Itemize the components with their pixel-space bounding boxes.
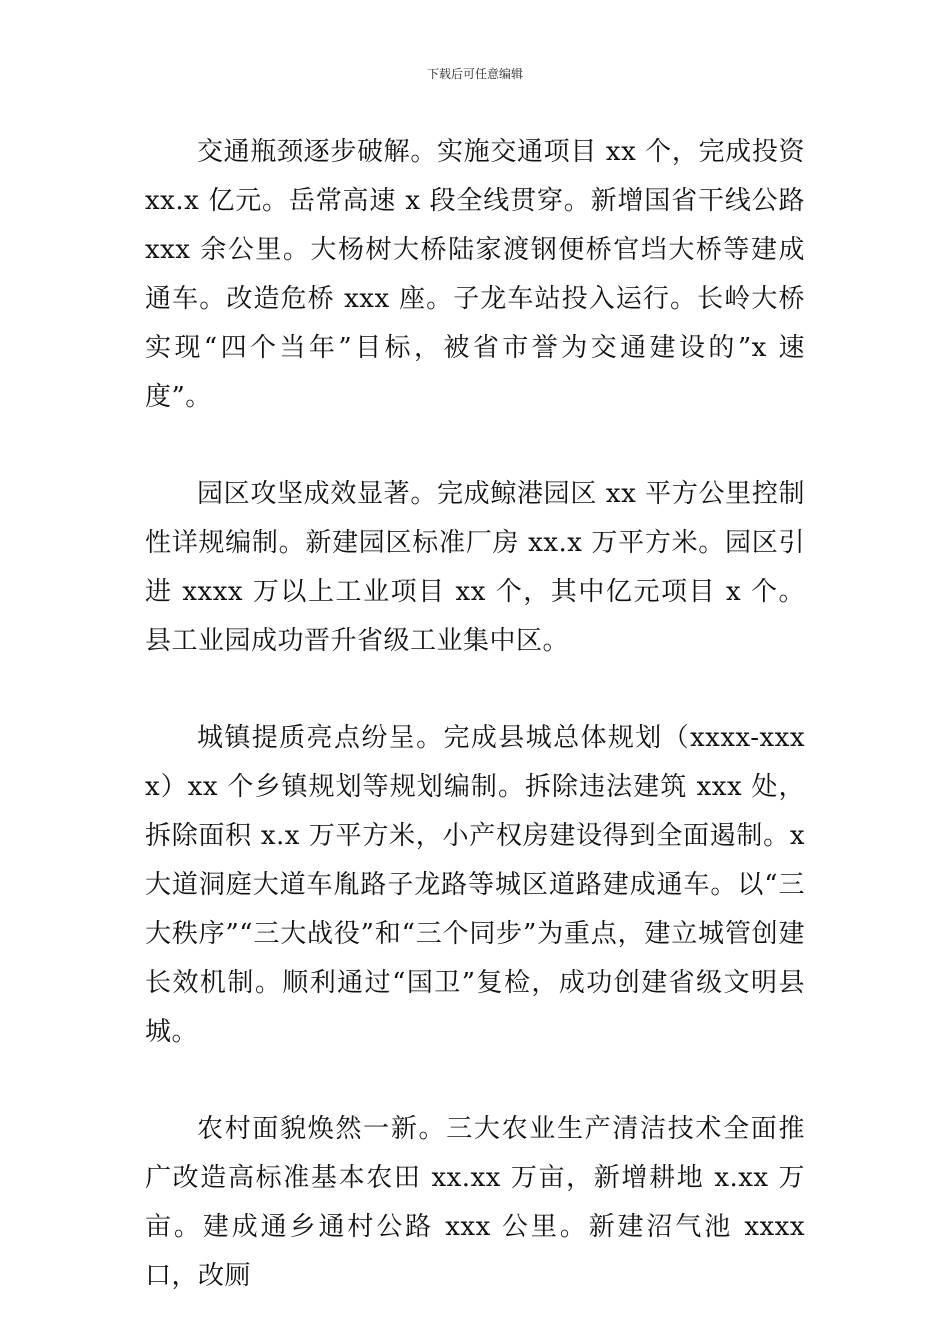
paragraph-industrial-park: 园区攻坚成效显著。完成鲸港园区 xx 平方公里控制性详规编制。新建园区标准厂房 xx.x 万平方米。园区引进 xxxx 万以上工业项目 xx 个，其中亿元项目 x 个。县工业园成功晋升省级工业集中区。 [145, 479, 805, 656]
document-body [145, 128, 805, 1301]
paragraph-transport: 交通瓶颈逐步破解。实施交通项目 xx 个，完成投资 xx.x 亿元。岳常高速 x 段全线贯穿。新增国省干线公路 xxx 余公里。大杨树大桥陆家渡钢便桥官垱大桥等建成通车。改造危桥 xxx 座。子龙车站投入运行。长岭大桥实现“四个当年”目标，被省市誉为交通建设的”x 速度”。 [145, 137, 805, 412]
paragraph-urban-quality: 城镇提质亮点纷呈。完成县城总体规划（xxxx-xxxx）xx 个乡镇规划等规划编制。拆除违法建筑 xxx 处，拆除面积 x.x 万平方米，小产权房建设得到全面遏制。x 大道洞庭大道车胤路子龙路等城区道路建成通车。以“三大秩序”“三大战役”和“三个同步”为重点，建立城管创建长效机制。顺利通过“国卫”复检，成功创建省级文明县城。 [145, 723, 805, 1047]
paragraph-rural: 农村面貌焕然一新。三大农业生产清洁技术全面推广改造高标准基本农田 xx.xx 万亩，新增耕地 x.xx 万亩。建成通乡通村公路 xxx 公里。新建沼气池 xxxx 口，改厕 [145, 1114, 805, 1291]
page-header: 下载后可任意编辑 [426, 67, 523, 81]
